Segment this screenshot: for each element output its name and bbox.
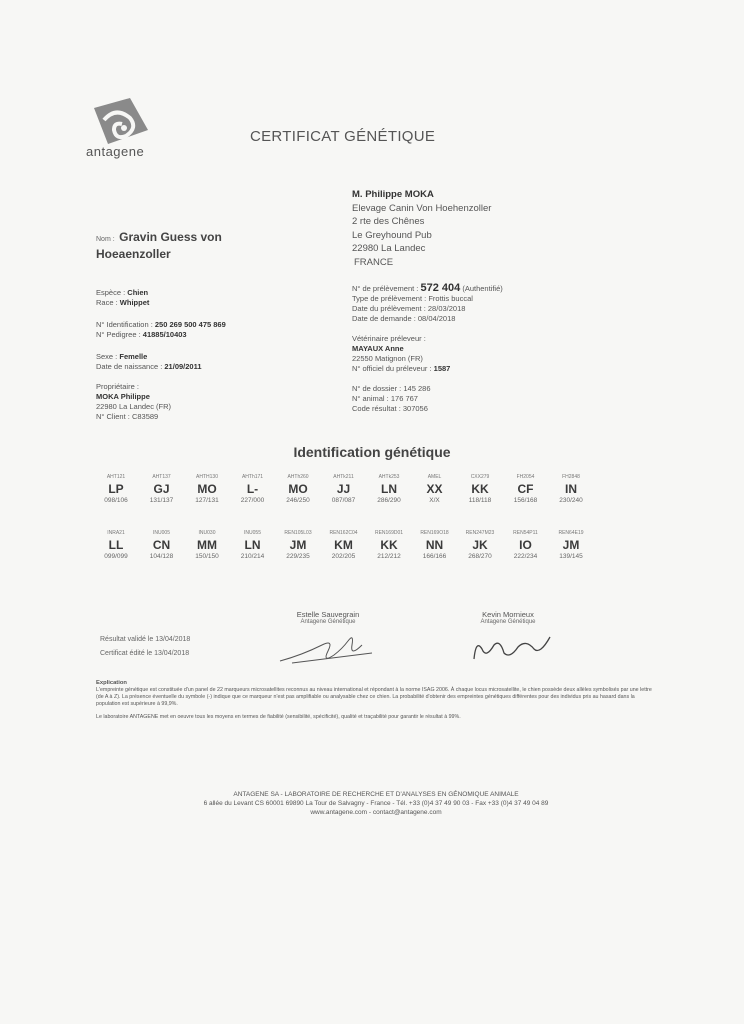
sample-type: Frottis buccal	[428, 294, 473, 303]
owner-address	[352, 188, 491, 269]
vet-number-label: N° officiel du préleveur :	[352, 364, 432, 373]
footer	[96, 790, 656, 817]
marker-genotype: MO	[288, 482, 308, 496]
marker-name: AHTh171	[241, 474, 264, 480]
species-label: Espèce :	[96, 288, 126, 297]
marker-cell	[551, 530, 591, 560]
owner-city: 22980 La Landec (FR)	[96, 402, 172, 411]
marker-name: CXX279	[470, 474, 490, 480]
file-value: 145 286	[403, 384, 431, 393]
footer-line: www.antagene.com - contact@antagene.com	[310, 809, 442, 816]
explanation-paragraph: L'empreinte génétique est constituée d'un panel de 22 marqueurs microsatellites reconnus au niveau international et répondant à la norme ISAG 2006. À chaque locus microsatellite, le chien possède deux allèles symbolisés par une lettre (de A à Z). La présence éventuelle du symbole (-) indique que ce marqueur n'est pas amplifiable ou analysable chez ce chien. La probabilité d'obtenir des empreintes génétiques différentes pour des individus pris au hasard dans la population est supérieure à 99,9%.	[96, 687, 652, 707]
marker-cell	[233, 530, 273, 560]
address-line: Le Greyhound Pub	[352, 229, 432, 241]
marker-name: AHT137	[152, 474, 171, 480]
marker-cell	[415, 474, 455, 504]
marker-cell	[506, 474, 546, 504]
pedigree-value: 41885/10403	[142, 330, 187, 339]
marker-cell	[278, 474, 318, 504]
marker-cell	[142, 530, 182, 560]
marker-cell	[460, 530, 500, 560]
marker-genotype: KK	[380, 538, 398, 552]
marker-name: FH2848	[562, 474, 580, 480]
sample-date-label: Date du prélèvement :	[352, 304, 426, 313]
marker-cell	[324, 530, 364, 560]
marker-alleles: 246/250	[286, 497, 310, 504]
marker-genotype: CN	[152, 538, 171, 552]
marker-name: FH2054	[516, 474, 535, 480]
marker-alleles: 087/087	[331, 497, 356, 504]
signature-1	[258, 610, 398, 674]
marker-alleles: 227/000	[240, 497, 265, 504]
result-code: 307056	[402, 404, 428, 413]
breed-value: Whippet	[119, 298, 150, 307]
marker-genotype: JJ	[336, 482, 351, 496]
marker-cell	[369, 530, 409, 560]
marker-alleles: 127/131	[195, 497, 219, 504]
marker-genotype: MM	[197, 538, 217, 552]
result-validated: Résultat validé le 13/04/2018	[100, 636, 191, 643]
dog-name-line1: Gravin Guess von	[119, 230, 222, 244]
handwritten-signature-icon	[272, 625, 382, 669]
sample-type-label: Type de prélèvement :	[352, 294, 427, 303]
marker-genotype: NN	[425, 538, 444, 552]
signature-1-role: Antagene Génétique	[300, 619, 356, 625]
species-value: Chien	[127, 288, 149, 297]
marker-cell	[460, 474, 500, 504]
document-title: CERTIFICAT GÉNÉTIQUE	[250, 128, 436, 145]
explanation	[96, 680, 656, 727]
marker-name: INU030	[198, 530, 216, 536]
footer-line: 6 allée du Levant CS 60001 69890 La Tour de Salvagny - France - Tél. +33 (0)4 37 49 90 03 - Fax +33 (0)4 37 49 04 89	[203, 800, 549, 807]
owner-name: MOKA Philippe	[96, 392, 150, 401]
explanation-heading: Explication	[96, 680, 127, 686]
address-name: M. Philippe MOKA	[352, 189, 434, 200]
marker-cell	[278, 530, 318, 560]
marker-alleles: 166/166	[422, 553, 447, 560]
request-date: 08/04/2018	[417, 314, 456, 323]
vet-city: 22550 Matignon (FR)	[352, 354, 423, 363]
address-line: FRANCE	[354, 256, 394, 268]
file-label: N° de dossier :	[352, 384, 402, 393]
marker-genotype: L-	[246, 482, 259, 496]
marker-genotype: LL	[108, 538, 124, 552]
marker-genotype: XX	[426, 482, 443, 496]
marker-cell	[187, 474, 227, 504]
sample-info	[352, 283, 503, 414]
marker-alleles: 156/168	[513, 497, 538, 504]
marker-genotype: IO	[519, 538, 532, 552]
dog-name-block	[96, 228, 316, 262]
pedigree-label: N° Pedigree :	[96, 330, 141, 339]
sample-number: 572 404	[420, 282, 461, 294]
marker-genotype: MO	[197, 482, 217, 496]
marker-cell	[187, 530, 227, 560]
marker-genotype: JM	[289, 538, 307, 552]
marker-name: AHTH130	[196, 474, 218, 480]
birth-value: 21/09/2011	[164, 362, 202, 371]
footer-line: ANTAGENE SA - LABORATOIRE DE RECHERCHE ET D'ANALYSES EN GÉNOMIQUE ANIMALE	[233, 791, 519, 798]
sample-date: 28/03/2018	[427, 304, 466, 313]
vet-number: 1587	[433, 364, 451, 373]
marker-genotype: LP	[108, 482, 124, 496]
dog-info	[96, 288, 226, 422]
birth-label: Date de naissance :	[96, 362, 163, 371]
address-line: 2 rte des Chênes	[352, 216, 425, 227]
marker-cell	[324, 474, 364, 504]
marker-alleles: 202/205	[331, 553, 356, 560]
explanation-paragraph: Le laboratoire ANTAGENE met en oeuvre tous les moyens en termes de fiabilité (sensibilité, spécificité), qualité et traçabilité pour garantir le résultat à 99%.	[96, 714, 461, 720]
marker-alleles: X/X	[429, 497, 440, 504]
marker-name: AHT121	[106, 474, 126, 480]
marker-alleles: 286/290	[377, 497, 401, 504]
marker-genotype: LN	[244, 538, 261, 552]
marker-name: REN169D01	[374, 530, 404, 536]
certificate-edited: Certificat édité le 13/04/2018	[100, 650, 190, 657]
marker-cell	[506, 530, 546, 560]
sex-value: Femelle	[119, 352, 148, 361]
breed-label: Race :	[96, 298, 118, 307]
marker-alleles: 139/145	[559, 553, 583, 560]
marker-genotype: GJ	[153, 482, 170, 496]
animal-value: 176 767	[390, 394, 418, 403]
marker-alleles: 222/234	[513, 553, 538, 560]
signature-2	[438, 610, 578, 674]
vet-label: Vétérinaire préleveur :	[352, 334, 426, 343]
dog-name-label: Nom :	[96, 236, 115, 243]
marker-cell	[233, 474, 273, 504]
marker-alleles: 229/235	[286, 553, 310, 560]
owner-label: Propriétaire :	[96, 382, 139, 391]
marker-alleles: 118/118	[468, 497, 492, 504]
marker-alleles: 210/214	[240, 553, 265, 560]
animal-label: N° animal :	[352, 394, 389, 403]
marker-cell	[142, 474, 182, 504]
marker-name: AHTk253	[378, 474, 400, 480]
address-line: Elevage Canin Von Hoehenzoller	[352, 202, 492, 214]
handwritten-signature-icon	[464, 625, 574, 669]
marker-name: REN169O18	[420, 530, 449, 536]
marker-name: REN105L03	[284, 530, 312, 536]
marker-genotype: KK	[471, 482, 489, 496]
marker-genotype: JK	[472, 538, 488, 552]
marker-alleles: 268/270	[468, 553, 492, 560]
marker-name: REN162C04	[329, 530, 358, 536]
marker-alleles: 098/106	[104, 497, 128, 504]
client-label: N° Client :	[96, 412, 130, 421]
marker-genotype: CF	[517, 482, 534, 496]
signature-2-role: Antagene Génétique	[480, 619, 536, 625]
sex-label: Sexe :	[96, 352, 118, 361]
marker-name: REN64E19	[558, 530, 584, 536]
vet-name: MAYAUX Anne	[352, 344, 404, 353]
marker-alleles: 212/212	[377, 553, 401, 560]
sample-number-label: N° de prélèvement :	[352, 284, 419, 293]
marker-name: INU055	[244, 530, 261, 536]
client-value: C83589	[131, 412, 159, 421]
request-date-label: Date de demande :	[352, 314, 416, 323]
dog-name-line2: Hoeaenzoller	[96, 247, 171, 261]
logo-text: antagene	[86, 144, 145, 159]
marker-name: AHTk211	[333, 474, 354, 480]
marker-name: INRA21	[107, 530, 125, 536]
marker-genotype: LN	[381, 482, 397, 496]
marker-alleles: 131/137	[149, 497, 174, 504]
marker-name: AMEL	[427, 474, 442, 480]
signature-1-name: Estelle Sauvegrain	[296, 610, 360, 619]
genetic-identification-title: Identification génétique	[293, 444, 451, 460]
marker-name: INU005	[153, 530, 170, 536]
id-value: 250 269 500 475 869	[154, 320, 226, 329]
validation-dates	[100, 633, 190, 661]
result-code-label: Code résultat :	[352, 404, 401, 413]
marker-cell	[551, 474, 591, 504]
marker-genotype: KM	[334, 538, 353, 552]
marker-cell	[96, 530, 136, 560]
signature-2-name: Kevin Mornieux	[482, 610, 534, 619]
marker-alleles: 104/128	[149, 553, 174, 560]
address-line: 22980 La Landec	[352, 243, 426, 254]
marker-cell	[96, 474, 136, 504]
marker-genotype: JM	[562, 538, 580, 552]
marker-alleles: 230/240	[559, 497, 583, 504]
marker-genotype: IN	[565, 482, 577, 496]
marker-cell	[369, 474, 409, 504]
sample-number-note: (Authentifié)	[462, 284, 503, 293]
id-label: N° Identification :	[96, 320, 153, 329]
marker-alleles: 150/150	[195, 553, 219, 560]
marker-name: REN54P11	[513, 530, 538, 536]
marker-cell	[415, 530, 455, 560]
marker-alleles: 099/099	[104, 553, 128, 560]
marker-name: REN247M23	[465, 530, 495, 536]
marker-name: AHTh260	[287, 474, 309, 480]
